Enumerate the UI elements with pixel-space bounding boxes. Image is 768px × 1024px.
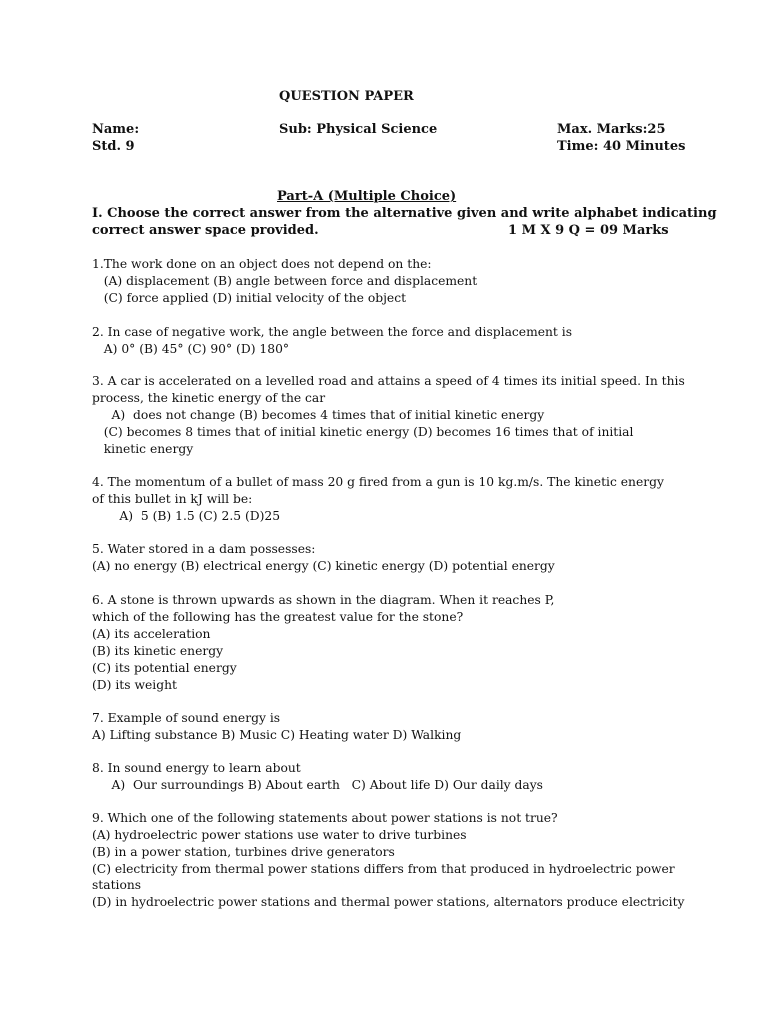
std-label: Std. 9 [92,139,135,154]
question-line: 4. The momentum of a bullet of mass 20 g fired from a gun is 10 kg.m/s. The kinetic energy [92,475,664,489]
question-line: A) 5 (B) 1.5 (C) 2.5 (D)25 [92,509,281,523]
question-line: of this bullet in kJ will be: [92,492,253,506]
question-line: A) 0° (B) 45° (C) 90° (D) 180° [92,342,290,356]
section-marks: 1 M X 9 Q = 09 Marks [508,223,669,238]
question-line: stations [92,878,142,892]
question-line: (B) in a power station, turbines drive generators [92,845,395,859]
question-line: 8. In sound energy to learn about [92,761,301,775]
question-line: (D) in hydroelectric power stations and thermal power stations, alternators produce electricity [92,895,685,909]
question-line: (A) displacement (B) angle between force and displacement [92,274,478,288]
instruction-line-1: I. Choose the correct answer from the alternative given and write alphabet indicating [92,206,717,221]
question-line: which of the following has the greatest value for the stone? [92,610,464,624]
question-line: A) Our surroundings B) About earth C) About life D) Our daily days [92,778,543,792]
max-marks-label: Max. Marks:25 [557,122,666,137]
question-line: kinetic energy [92,442,194,456]
question-line: 5. Water stored in a dam possesses: [92,542,316,556]
question-line: A) does not change (B) becomes 4 times that of initial kinetic energy [92,408,545,422]
instruction-line-2: correct answer space provided. [92,223,319,238]
question-line: (C) force applied (D) initial velocity of the object [92,291,407,305]
question-line: (C) electricity from thermal power stations differs from that produced in hydroelectric power [92,862,675,876]
question-line: A) Lifting substance B) Music C) Heating water D) Walking [92,728,462,742]
question-line: 3. A car is accelerated on a levelled road and attains a speed of 4 times its initial speed. In this [92,374,685,388]
question-line: (A) no energy (B) electrical energy (C) kinetic energy (D) potential energy [92,559,555,573]
question-line: process, the kinetic energy of the car [92,391,326,405]
question-line: 2. In case of negative work, the angle between the force and displacement is [92,325,573,339]
question-line: (C) becomes 8 times that of initial kinetic energy (D) becomes 16 times that of initial [92,425,634,439]
time-label: Time: 40 Minutes [557,139,686,154]
question-line: 9. Which one of the following statements about power stations is not true? [92,811,558,825]
question-line: (A) hydroelectric power stations use water to drive turbines [92,828,467,842]
question-line: (A) its acceleration [92,627,211,641]
question-line: (B) its kinetic energy [92,644,224,658]
question-line: 6. A stone is thrown upwards as shown in the diagram. When it reaches P, [92,593,555,607]
name-label: Name: [92,122,140,137]
paper-title: QUESTION PAPER [279,89,414,104]
section-title: Part-A (Multiple Choice) [277,189,457,204]
question-line: 1.The work done on an object does not depend on the: [92,257,432,271]
question-line: 7. Example of sound energy is [92,711,281,725]
question-line: (C) its potential energy [92,661,237,675]
subject-label: Sub: Physical Science [279,122,438,137]
question-line: (D) its weight [92,678,177,692]
